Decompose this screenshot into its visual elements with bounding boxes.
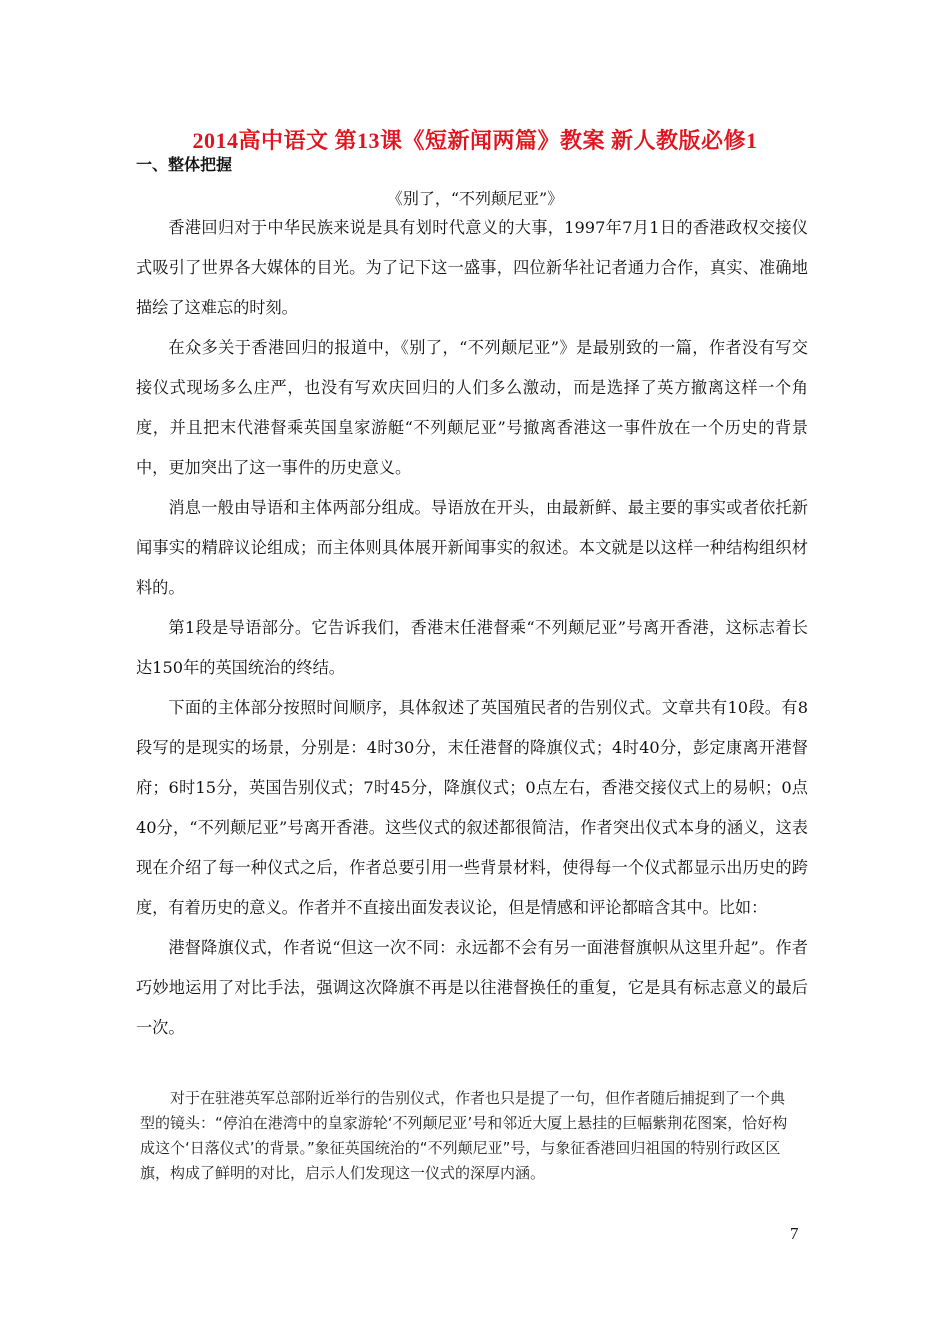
paragraph: 在众多关于香港回归的报道中，《别了，“不列颠尼亚”》是最别致的一篇，作者没有写交接仪式现场多么庄严，也没有写欢庆回归的人们多么激动，而是选择了英方撤离这样一个角度，并且把末代港督乘英国皇家游艇“不列颠尼亚”号撤离香港这一事件放在一个历史的背景中，更加突出了这一事件的历史意义。 bbox=[136, 338, 808, 477]
quoted-passage bbox=[140, 1086, 790, 1186]
paragraph: 下面的主体部分按照时间顺序，具体叙述了英国殖民者的告别仪式。文章共有10段。有8段写的是现实的场景，分别是：4时30分，末任港督的降旗仪式；4时40分，彭定康离开港督府；6时15分，英国告别仪式；7时45分，降旗仪式；0点左右，香港交接仪式上的易帜；0点40分，“不列颠尼亚”号离开香港。这些仪式的叙述都很简洁，作者突出仪式本身的涵义，这表现在介绍了每一种仪式之后，作者总要引用一些背景材料，使得每一个仪式都显示出历史的跨度，有着历史的意义。作者并不直接出面发表议论，但是情感和评论都暗含其中。比如： bbox=[136, 698, 808, 917]
paragraph: 消息一般由导语和主体两部分组成。导语放在开头，由最新鲜、最主要的事实或者依托新闻事实的精辟议论组成；而主体则具体展开新闻事实的叙述。本文就是以这样一种结构组织材料的。 bbox=[136, 498, 808, 597]
paragraph: 港督降旗仪式，作者说“但这一次不同：永远都不会有另一面港督旗帜从这里升起”。作者巧妙地运用了对比手法，强调这次降旗不再是以往港督换任的重复，它是具有标志意义的最后一次。 bbox=[136, 938, 808, 1037]
section-heading: 一、整体把握 bbox=[136, 155, 233, 174]
page-number: 7 bbox=[790, 1224, 799, 1243]
quoted-paragraph: 对于在驻港英军总部附近举行的告别仪式，作者也只是提了一句，但作者随后捕捉到了一个典型的镜头：“停泊在港湾中的皇家游轮‘不列颠尼亚’号和邻近大厦上悬挂的巨幅紫荆花图案，恰好构成这个‘日落仪式’的背景。”象征英国统治的“不列颠尼亚”号，与象征香港回归祖国的特别行政区区旗，构成了鲜明的对比，启示人们发现这一仪式的深厚内涵。 bbox=[140, 1089, 788, 1182]
paragraph: 香港回归对于中华民族来说是具有划时代意义的大事，1997年7月1日的香港政权交接仪式吸引了世界各大媒体的目光。为了记下这一盛事，四位新华社记者通力合作，真实、准确地描绘了这难忘的时刻。 bbox=[136, 218, 808, 317]
body-text bbox=[136, 208, 808, 1048]
article-subtitle: 《别了，“不列颠尼亚”》 bbox=[386, 189, 564, 208]
paragraph: 第1段是导语部分。它告诉我们，香港末任港督乘“不列颠尼亚”号离开香港，这标志着长达150年的英国统治的终结。 bbox=[136, 618, 808, 677]
document-title: 2014高中语文 第13课《短新闻两篇》教案 新人教版必修1 bbox=[192, 128, 758, 153]
